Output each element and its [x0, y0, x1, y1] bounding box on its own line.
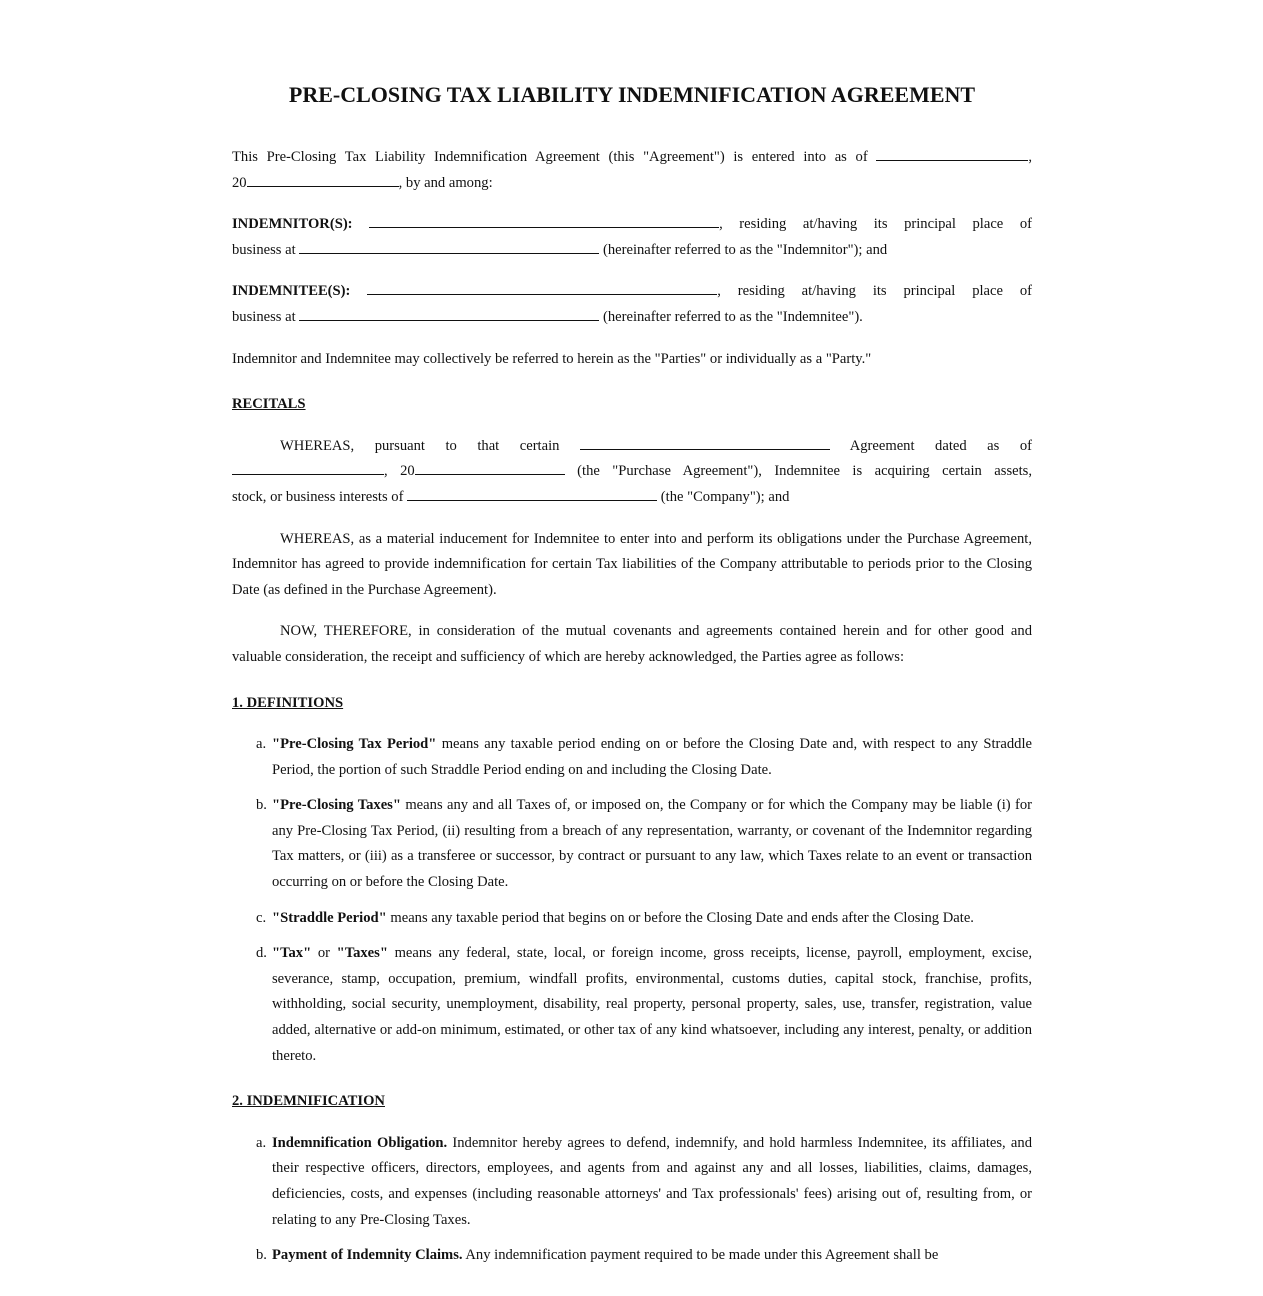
definitions-heading: 1. DEFINITIONS — [232, 694, 344, 711]
list-marker: b. — [256, 1247, 267, 1264]
intro-text: This Pre-Closing Tax Liability Indemnification Agreement (this "Agreement") is entered into as of — [232, 149, 868, 165]
document-page — [232, 80, 1032, 1269]
clause-text: Indemnitor hereby agrees to defend, indemnify, and hold harmless Indemnitee, its affiliates, and their respective officers, directors, employees, and agents from and against any and all losses, liabilities, claims, damages, deficiencies, costs, and expenses (including reasonable attorneys' and Tax professionals' fees) arising out of, resulting from, or relating to any Pre-Closing Taxes. — [272, 1134, 1032, 1228]
indemnitor-label: INDEMNITOR(S): — [232, 216, 353, 233]
definition-text: means any and all Taxes of, or imposed on, the Company or for which the Company may be liable (i) for any Pre-Closing Tax Period, (ii) resulting from a breach of any representation, warranty, or covenant of the Indemnitor regarding Tax matters, or (iii) as a transferee or successor, by contract or pursuant to any law, which Taxes relate to an event or transaction occurring on or before the Closing Date. — [272, 797, 1032, 891]
indemnitor-name-blank[interactable] — [369, 213, 719, 228]
intro-line-1 — [232, 145, 1032, 171]
clause-text: Any indemnification payment required to be made under this Agreement shall be — [462, 1247, 939, 1264]
intro-line-2 — [232, 171, 1032, 197]
intro-text-2: , by and among: — [398, 174, 493, 191]
indemnitor-block — [232, 212, 1032, 263]
definition-term: "Pre-Closing Tax Period" — [272, 736, 437, 753]
company-name-blank[interactable] — [407, 486, 657, 501]
whereas-1-text-c: , 20 — [384, 463, 415, 480]
whereas-1-text-b: Agreement dated as of — [849, 437, 1033, 454]
indemnitor-residing: , residing at/having its principal place of — [719, 216, 1032, 233]
list-marker: c. — [256, 909, 267, 926]
agreement-date-blank[interactable] — [232, 460, 384, 475]
indemnitee-referred: (hereinafter referred to as the "Indemnitee"). — [602, 308, 863, 325]
year-prefix: 20 — [232, 174, 247, 191]
indemnitee-label: INDEMNITEE(S): — [232, 283, 351, 300]
indemnitor-address-blank[interactable] — [299, 239, 599, 254]
indemnitee-line-1 — [232, 279, 1032, 305]
whereas-1-text-d: (the "Purchase Agreement"), Indemnitee is acquiring certain assets, — [577, 463, 1032, 480]
list-marker: b. — [256, 797, 267, 814]
agreement-name-blank[interactable] — [580, 435, 830, 450]
recitals-heading: RECITALS — [232, 396, 306, 413]
list-marker: a. — [256, 1134, 267, 1151]
indemnification-item — [256, 1243, 1032, 1269]
definition-item — [256, 941, 1032, 1069]
indemnitee-residing: , residing at/having its principal place of — [717, 283, 1032, 300]
definition-item — [256, 732, 1032, 783]
definition-term: "Pre-Closing Taxes" — [272, 797, 401, 814]
definition-or: or — [311, 945, 337, 962]
definition-item — [256, 906, 1032, 932]
indemnitor-line-2 — [232, 238, 1032, 264]
indemnitee-name-blank[interactable] — [367, 280, 717, 295]
indemnitee-address-blank[interactable] — [299, 306, 599, 321]
definitions-list — [232, 732, 1032, 1069]
whereas-1-text-f: (the "Company"); and — [660, 488, 790, 505]
indemnitor-business-at: business at — [232, 241, 296, 258]
document-title: PRE-CLOSING TAX LIABILITY INDEMNIFICATION AGREEMENT — [288, 82, 976, 107]
list-marker: d. — [256, 945, 267, 962]
definition-item — [256, 793, 1032, 895]
indemnitee-block — [232, 279, 1032, 330]
intro-comma: , — [1028, 149, 1032, 165]
indemnitor-line-1 — [232, 212, 1032, 238]
date-blank[interactable] — [876, 146, 1028, 161]
list-marker: a. — [256, 736, 267, 753]
definition-term: "Straddle Period" — [272, 909, 387, 926]
whereas-1 — [232, 434, 1032, 511]
whereas-1-text-a: WHEREAS, pursuant to that certain — [280, 437, 560, 454]
intro-paragraph — [232, 145, 1032, 196]
definition-text: means any taxable period ending on or before the Closing Date and, with respect to any Straddle Period, the portion of such Straddle Period ending on and including the Closing Date. — [272, 736, 1032, 778]
indemnitee-line-2 — [232, 305, 1032, 331]
indemnification-item — [256, 1131, 1032, 1233]
definition-term: "Tax" — [272, 945, 312, 962]
year-blank[interactable] — [247, 172, 399, 187]
indemnitee-business-at: business at — [232, 308, 296, 325]
indemnification-heading: 2. INDEMNIFICATION — [232, 1093, 385, 1110]
indemnification-list — [232, 1131, 1032, 1269]
definition-term: "Taxes" — [336, 945, 388, 962]
clause-term: Payment of Indemnity Claims. — [272, 1247, 463, 1264]
whereas-1-line-1 — [232, 434, 1032, 460]
whereas-1-line-2 — [232, 459, 1032, 485]
clause-term: Indemnification Obligation. — [272, 1134, 448, 1151]
parties-paragraph: Indemnitor and Indemnitee may collectively be referred to herein as the "Parties" or individually as a "Party." — [232, 350, 872, 367]
now-therefore: NOW, THEREFORE, in consideration of the mutual covenants and agreements contained herein and for other good and valuable consideration, the receipt and sufficiency of which are hereby acknowledged, the Parties agree as follows: — [232, 623, 1032, 665]
whereas-1-line-3 — [232, 485, 1032, 511]
definition-text: means any federal, state, local, or foreign income, gross receipts, license, payroll, employment, excise, severance, stamp, occupation, premium, windfall profits, environmental, customs duties, capital stock, franchise, profits, withholding, social security, unemployment, disability, real property, personal property, sales, use, transfer, registration, value added, alternative or add-on minimum, estimated, or other tax of any kind whatsoever, including any interest, penalty, or addition thereto. — [272, 945, 1032, 1064]
whereas-2: WHEREAS, as a material inducement for Indemnitee to enter into and perform its obligations under the Purchase Agreement, Indemnitor has agreed to provide indemnification for certain Tax liabilities of the Company attributable to periods prior to the Closing Date (as defined in the Purchase Agreement). — [232, 530, 1032, 598]
definition-text: means any taxable period that begins on or before the Closing Date and ends after the Closing Date. — [386, 909, 974, 926]
indemnitor-referred: (hereinafter referred to as the "Indemnitor"); and — [602, 241, 888, 258]
agreement-year-blank[interactable] — [415, 460, 565, 475]
whereas-1-text-e: stock, or business interests of — [232, 488, 404, 505]
